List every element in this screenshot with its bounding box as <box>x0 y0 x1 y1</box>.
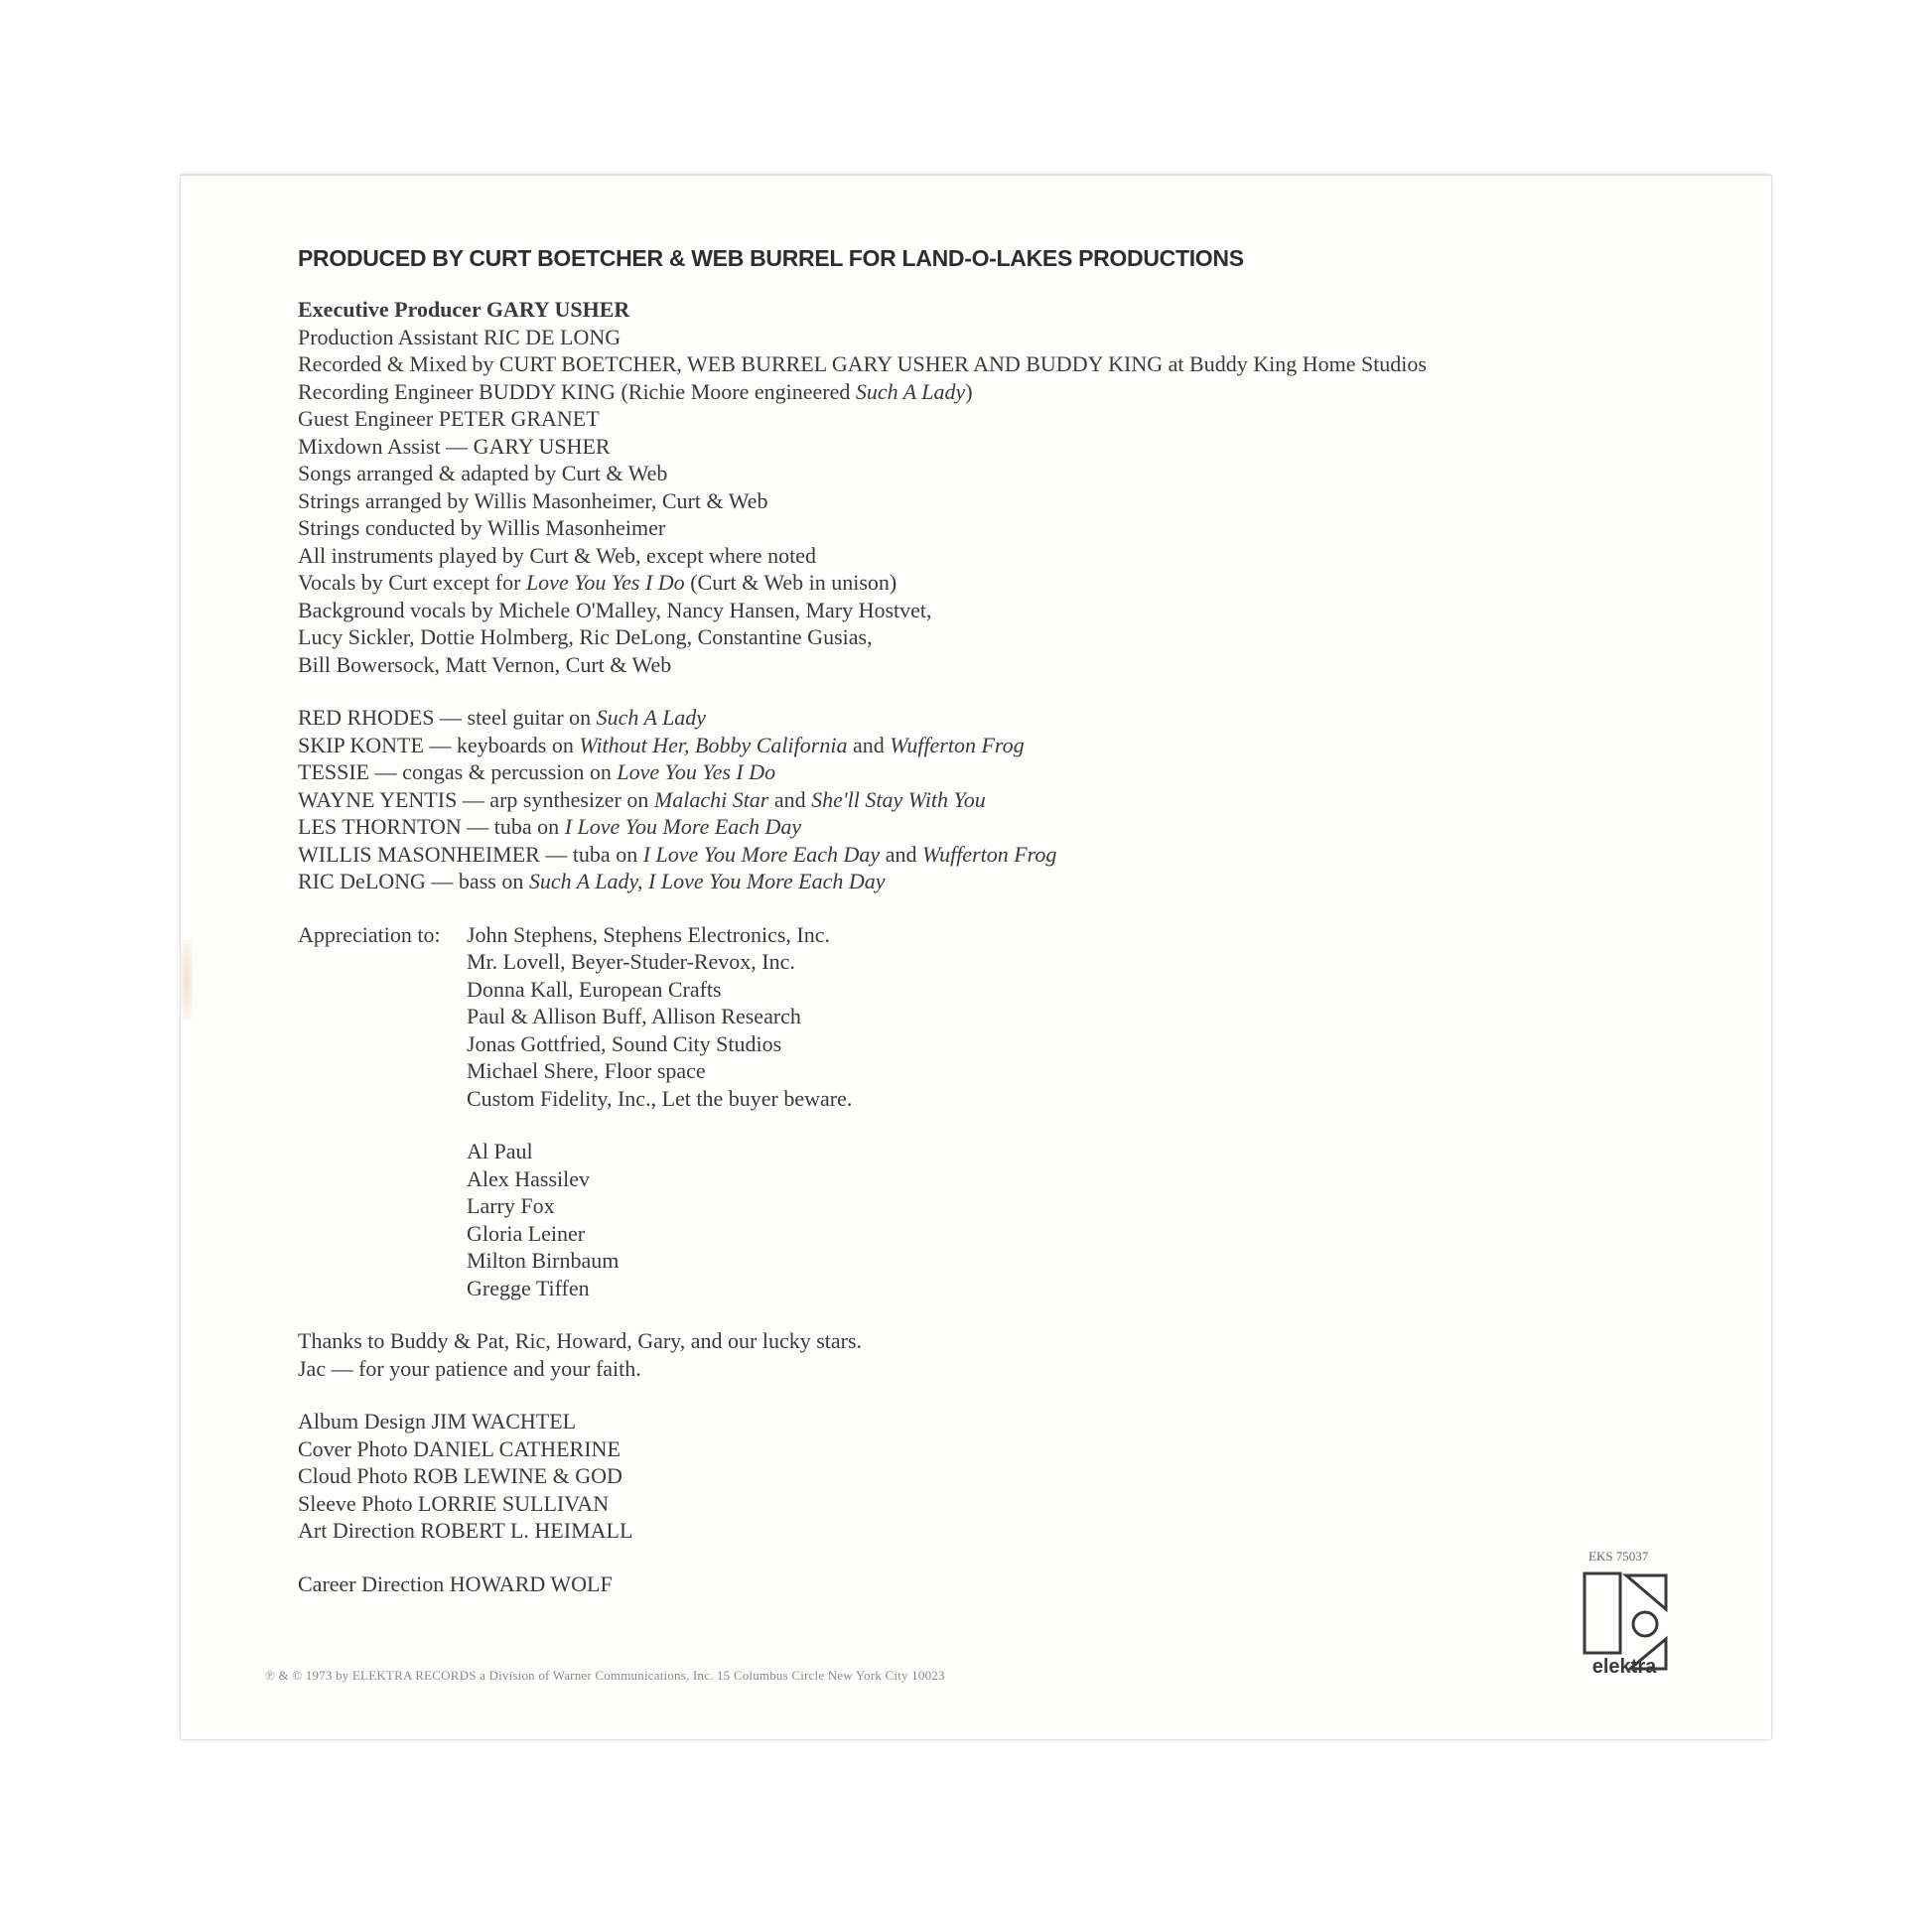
appreciation-name: Gregge Tiffen <box>467 1275 590 1300</box>
appreciation-entry: Mr. Lovell, Beyer-Studer-Revox, Inc. <box>467 949 795 974</box>
appreciation-first-row <box>298 921 1708 949</box>
musician-credit: SKIP KONTE — keyboards on Without Her, Bobby California and Wufferton Frog <box>298 732 1025 757</box>
songs-arranged: Songs arranged & adapted by Curt & Web <box>298 461 668 485</box>
logo-triangle-top <box>1626 1575 1666 1609</box>
liner-notes-sheet <box>181 175 1771 1739</box>
credits-block <box>298 296 1708 678</box>
musician-credit: TESSIE — congas & percussion on Love You Yes I Do <box>298 759 776 784</box>
appreciation-entry: Donna Kall, European Crafts <box>467 976 722 1002</box>
musicians-block <box>298 704 1708 895</box>
album-design: Album Design JIM WACHTEL <box>298 1409 577 1433</box>
musician-credit: LES THORNTON — tuba on I Love You More Each Day <box>298 814 802 839</box>
strings-arranged: Strings arranged by Willis Masonheimer, Curt & Web <box>298 487 768 513</box>
musician-credit: WAYNE YENTIS — arp synthesizer on Malachi Star and She'll Stay With You <box>298 786 986 812</box>
vocals-credit: Vocals by Curt except for Love You Yes I Do (Curt & Web in unison) <box>298 570 897 595</box>
design-block <box>298 1408 1708 1545</box>
production-assistant: Production Assistant RIC DE LONG <box>298 324 621 349</box>
paper-stain <box>181 940 193 1020</box>
thanks-line: Thanks to Buddy & Pat, Ric, Howard, Gary, and our lucky stars. <box>298 1328 863 1353</box>
appreciation-name: Gloria Leiner <box>467 1220 586 1246</box>
appreciation-name: Milton Birnbaum <box>467 1248 620 1273</box>
appreciation-block <box>298 921 1708 1113</box>
instruments-played: All instruments played by Curt & Web, except where noted <box>298 542 817 568</box>
logo-circle <box>1633 1612 1657 1636</box>
appreciation-name: Alex Hassilev <box>467 1165 591 1191</box>
musician-credit: RED RHODES — steel guitar on Such A Lady <box>298 705 707 730</box>
credits-content <box>298 245 1708 1597</box>
background-vocals-2: Lucy Sickler, Dottie Holmberg, Ric DeLong, Constantine Gusias, <box>298 624 873 649</box>
cloud-photo: Cloud Photo ROB LEWINE & GOD <box>298 1463 622 1488</box>
catalog-number: EKS 75037 <box>1588 1549 1649 1564</box>
background-vocals-1: Background vocals by Michele O'Malley, Nancy Hansen, Mary Hostvet, <box>298 597 932 622</box>
sleeve-photo: Sleeve Photo LORRIE SULLIVAN <box>298 1490 610 1516</box>
mixdown-assist: Mixdown Assist — GARY USHER <box>298 433 611 459</box>
appreciation-entry: Jonas Gottfried, Sound City Studios <box>467 1030 782 1056</box>
musician-credit: WILLIS MASONHEIMER — tuba on I Love You More Each Day and Wufferton Frog <box>298 841 1057 867</box>
appreciation-label: Appreciation to: <box>298 921 441 947</box>
recording-engineer: Recording Engineer BUDDY KING (Richie Moore engineered Such A Lady) <box>298 378 973 404</box>
recorded-mixed: Recorded & Mixed by CURT BOETCHER, WEB BURREL GARY USHER AND BUDDY KING at Buddy King Home Studios <box>298 351 1427 376</box>
thanks-line: Jac — for your patience and your faith. <box>298 1355 641 1381</box>
appreciation-name: Al Paul <box>467 1139 533 1163</box>
logo-wordmark: elektra <box>1591 1656 1657 1677</box>
copyright-notice: ℗ & © 1973 by ELEKTRA RECORDS a Division of Warner Communications, Inc. 15 Columbus Circle New York City 10023 <box>265 1668 945 1683</box>
names-block <box>298 1138 1708 1301</box>
production-title: PRODUCED BY CURT BOETCHER & WEB BURREL FOR LAND-O-LAKES PRODUCTIONS <box>298 245 1244 271</box>
appreciation-name: Larry Fox <box>467 1193 555 1218</box>
art-direction: Art Direction ROBERT L. HEIMALL <box>298 1518 633 1543</box>
guest-engineer: Guest Engineer PETER GRANET <box>298 406 600 431</box>
appreciation-entry: Paul & Allison Buff, Allison Research <box>467 1004 801 1028</box>
musician-credit: RIC DeLONG — bass on Such A Lady, I Love You More Each Day <box>298 869 886 893</box>
appreciation-entry: Custom Fidelity, Inc., Let the buyer beware. <box>467 1085 853 1111</box>
background-vocals-3: Bill Bowersock, Matt Vernon, Curt & Web <box>298 651 672 677</box>
appreciation-entry: John Stephens, Stephens Electronics, Inc. <box>467 921 830 947</box>
thanks-block <box>298 1327 1708 1382</box>
career-direction: Career Direction HOWARD WOLF <box>298 1570 613 1596</box>
elektra-logo-icon <box>1579 1569 1674 1677</box>
strings-conducted: Strings conducted by Willis Masonheimer <box>298 515 666 540</box>
appreciation-entry: Michael Shere, Floor space <box>467 1058 706 1083</box>
logo-rectangle <box>1585 1573 1620 1653</box>
executive-producer: Executive Producer GARY USHER <box>298 297 630 322</box>
cover-photo: Cover Photo DANIEL CATHERINE <box>298 1435 621 1461</box>
